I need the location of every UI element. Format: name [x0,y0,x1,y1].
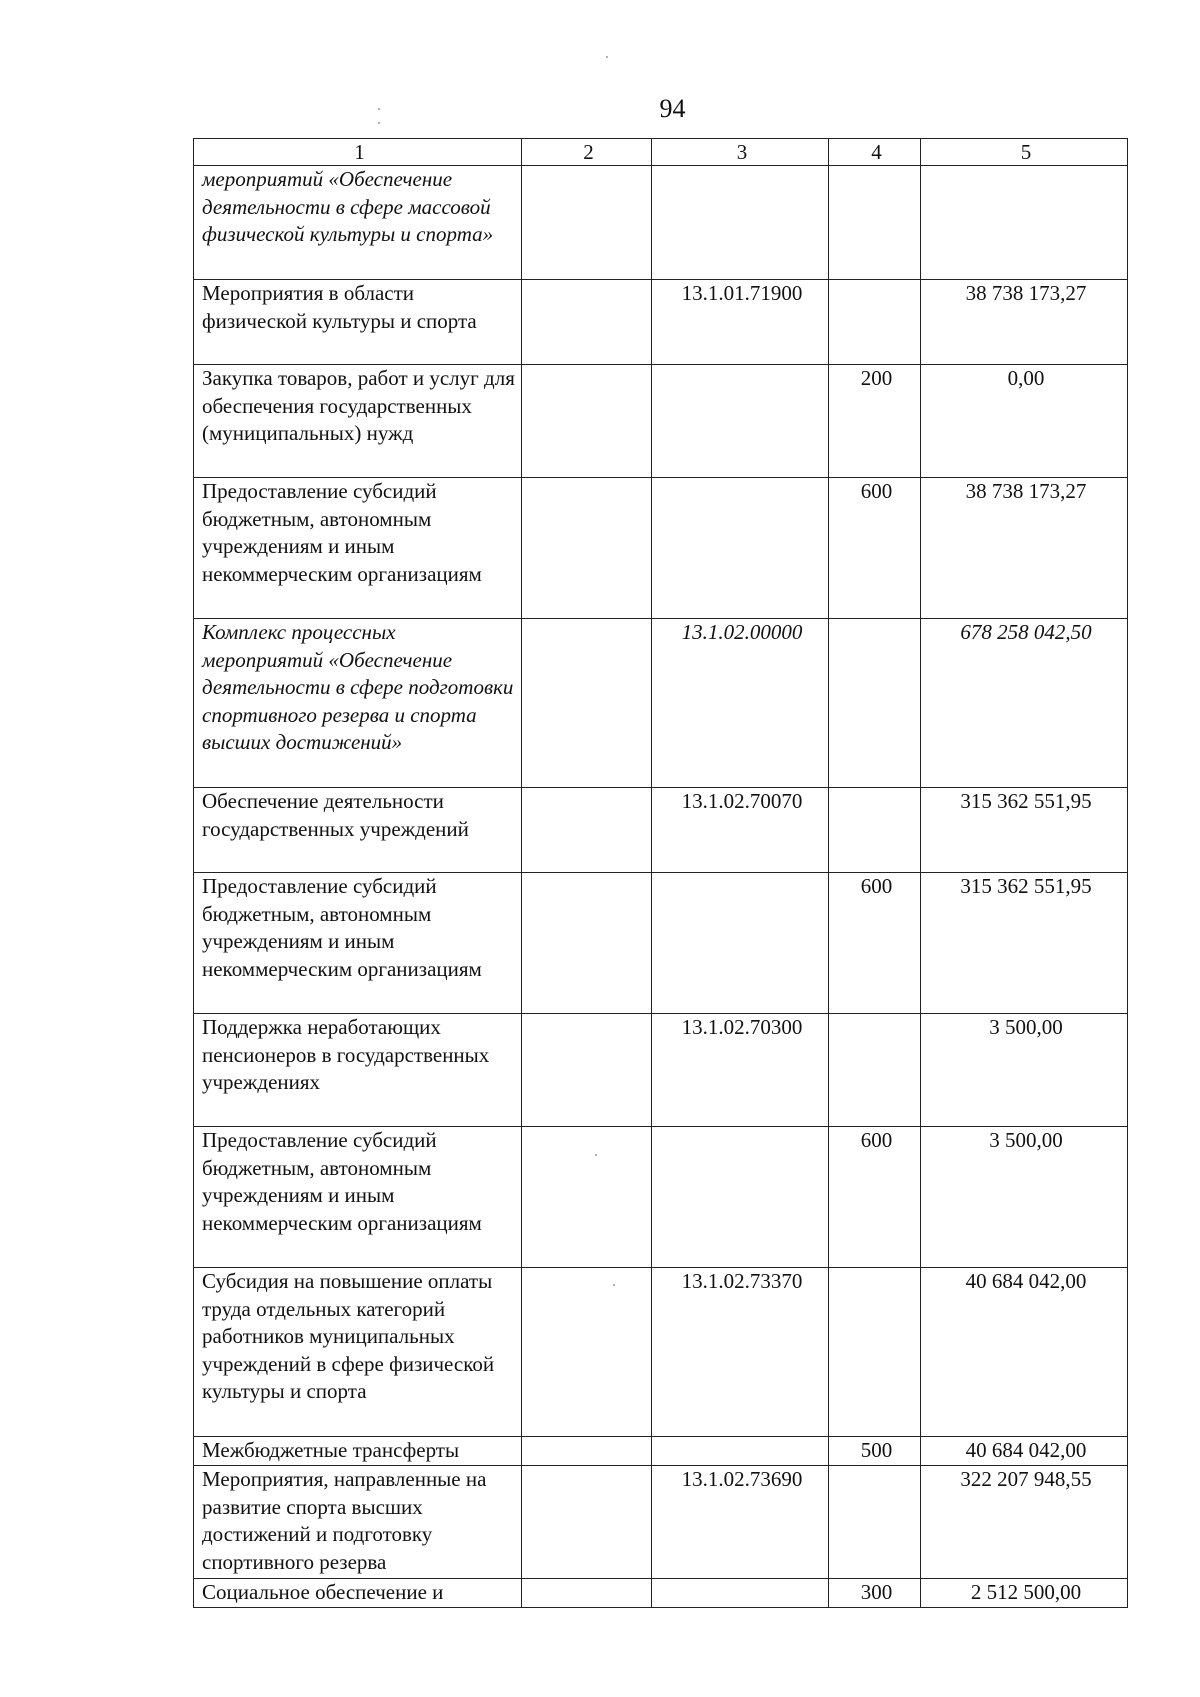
table-cell-col2 [522,619,652,788]
table-cell-code [652,1579,829,1608]
table-cell-type [829,1466,921,1579]
table-cell-amount: 3 500,00 [921,1127,1128,1268]
table-cell-col2 [522,280,652,365]
table-row [194,280,1128,365]
table-cell-col2 [522,1014,652,1127]
table-cell-type: 600 [829,1127,921,1268]
page-number [0,94,1200,124]
table-cell-code [652,1127,829,1268]
table-cell-type [829,619,921,788]
table-cell-code: 13.1.02.70300 [652,1014,829,1127]
scan-speck [613,1284,615,1286]
table-cell-amount: 38 738 173,27 [921,280,1128,365]
column-number-1: 1 [194,139,522,166]
table-cell-amount: 315 362 551,95 [921,873,1128,1014]
table-cell-amount: 40 684 042,00 [921,1437,1128,1466]
budget-table-body [194,139,1128,1608]
table-row [194,1466,1128,1579]
table-cell-type [829,788,921,873]
table-cell-amount: 3 500,00 [921,1014,1128,1127]
table-cell-code [652,1437,829,1466]
table-cell-col2 [522,788,652,873]
scan-speck [595,1154,597,1156]
table-row [194,1437,1128,1466]
table-cell-amount: 315 362 551,95 [921,788,1128,873]
table-cell-type: 600 [829,873,921,1014]
table-cell-amount [921,166,1128,280]
table-cell-type [829,1268,921,1437]
table-cell-code: 13.1.02.00000 [652,619,829,788]
table-cell-type: 200 [829,365,921,478]
table-cell-amount: 678 258 042,50 [921,619,1128,788]
table-cell-code: 13.1.02.73690 [652,1466,829,1579]
table-cell-type: 300 [829,1579,921,1608]
table-cell-col2 [522,1466,652,1579]
table-row [194,1014,1128,1127]
table-cell-type: 600 [829,478,921,619]
table-cell-code [652,365,829,478]
column-numbers-row [194,139,1128,166]
table-cell-col2 [522,1579,652,1608]
scan-speck [378,108,380,110]
table-cell-name: Предоставление субсидий бюджетным, автономным учреждениям и иным некоммерческим организациям [194,873,522,1014]
table-cell-col2 [522,1437,652,1466]
table-cell-name: Межбюджетные трансферты [194,1437,522,1466]
table-row [194,166,1128,280]
table-cell-amount: 40 684 042,00 [921,1268,1128,1437]
scan-speck [378,122,380,124]
table-cell-name: Предоставление субсидий бюджетным, автономным учреждениям и иным некоммерческим организациям [194,1127,522,1268]
table-row [194,1579,1128,1608]
scan-speck [606,56,608,58]
table-cell-type [829,1014,921,1127]
table-cell-amount: 322 207 948,55 [921,1466,1128,1579]
table-cell-name: мероприятий «Обеспечение деятельности в сфере массовой физической культуры и спорта» [194,166,522,280]
table-cell-code: 13.1.02.70070 [652,788,829,873]
table-cell-code [652,873,829,1014]
table-cell-amount: 38 738 173,27 [921,478,1128,619]
table-row [194,873,1128,1014]
table-cell-col2 [522,1127,652,1268]
table-cell-name: Обеспечение деятельности государственных учреждений [194,788,522,873]
table-cell-type [829,280,921,365]
table-cell-amount: 2 512 500,00 [921,1579,1128,1608]
table-cell-code [652,478,829,619]
budget-table [193,138,1128,1608]
table-cell-name: Социальное обеспечение и [194,1579,522,1608]
table-cell-col2 [522,166,652,280]
table-cell-col2 [522,873,652,1014]
table-cell-name: Субсидия на повышение оплаты труда отдельных категорий работников муниципальных учреждений в сфере физической культуры и спорта [194,1268,522,1437]
table-cell-type: 500 [829,1437,921,1466]
table-row [194,478,1128,619]
column-number-3: 3 [652,139,829,166]
page-number-text: 94 [659,94,686,123]
table-row [194,1127,1128,1268]
table-cell-code [652,166,829,280]
table-cell-name: Закупка товаров, работ и услуг для обеспечения государственных (муниципальных) нужд [194,365,522,478]
table-cell-code: 13.1.01.71900 [652,280,829,365]
table-cell-name: Мероприятия, направленные на развитие спорта высших достижений и подготовку спортивного резерва [194,1466,522,1579]
table-cell-name: Комплекс процессных мероприятий «Обеспечение деятельности в сфере подготовки спортивного резерва и спорта высших достижений» [194,619,522,788]
column-number-2: 2 [522,139,652,166]
table-cell-code: 13.1.02.73370 [652,1268,829,1437]
table-row [194,788,1128,873]
table-cell-col2 [522,1268,652,1437]
column-number-5: 5 [921,139,1128,166]
table-cell-col2 [522,365,652,478]
column-number-4: 4 [829,139,921,166]
table-cell-type [829,166,921,280]
table-cell-amount: 0,00 [921,365,1128,478]
table-cell-name: Предоставление субсидий бюджетным, автономным учреждениям и иным некоммерческим организациям [194,478,522,619]
table-cell-name: Мероприятия в области физической культуры и спорта [194,280,522,365]
table-row [194,365,1128,478]
table-row [194,619,1128,788]
table-cell-col2 [522,478,652,619]
table-cell-name: Поддержка неработающих пенсионеров в государственных учреждениях [194,1014,522,1127]
table-row [194,1268,1128,1437]
